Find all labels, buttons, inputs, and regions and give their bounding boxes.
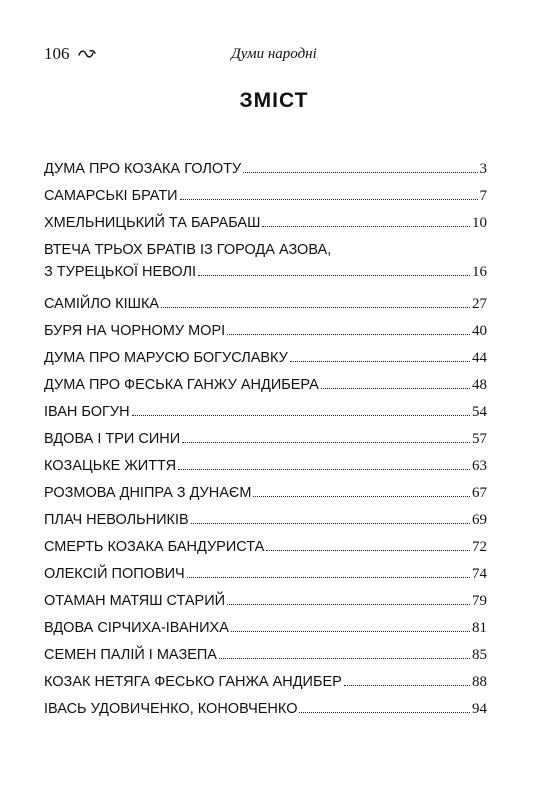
toc-entry[interactable] [44,212,487,239]
toc-entry-title: ХМЕЛЬНИЦЬКИЙ ТА БАРАБАШ [44,215,261,231]
toc-entry-title: САМАРСЬКІ БРАТИ [44,188,178,204]
toc-entry-title: РОЗМОВА ДНІПРА З ДУНАЄМ [44,485,252,501]
toc-entry-line [44,698,487,720]
dot-leader [178,468,470,470]
toc-entry-title: ОЛЕКСІЙ ПОПОВИЧ [44,566,185,582]
toc-entry[interactable] [44,158,487,185]
toc-entry[interactable] [44,698,487,725]
toc-entry-line [44,671,487,693]
toc-entry-line [44,617,487,639]
toc-heading: ЗМІСТ [239,89,309,112]
dot-leader [266,549,470,551]
toc-entry-page: 74 [472,566,487,582]
dot-leader [227,603,470,605]
toc-entry[interactable] [44,320,487,347]
toc-entry-line [44,185,487,207]
toc-entry[interactable] [44,401,487,428]
toc-entry-line [44,536,487,558]
toc-entry-page: 63 [472,458,487,474]
toc-entry-page: 54 [472,404,487,420]
toc-entry-page: 27 [472,296,487,312]
toc-entry-page: 69 [472,512,487,528]
dot-leader [182,441,470,443]
toc-entry-line [44,482,487,504]
toc-entry-title: ВДОВА І ТРИ СИНИ [44,431,181,447]
toc-entry-line [44,590,487,612]
toc-entry-page: 3 [479,161,487,177]
toc-entry[interactable] [44,509,487,536]
toc-entry-line [44,320,487,342]
dot-leader [344,684,470,686]
dot-leader [180,198,478,200]
toc-entry-page: 67 [472,485,487,501]
toc-entry-line [44,158,487,180]
toc-entry-title: ПЛАЧ НЕВОЛЬНИКІВ [44,512,189,528]
toc-entry-line [44,455,487,477]
toc-entry[interactable] [44,671,487,698]
toc-entry[interactable] [44,644,487,671]
toc-entry[interactable] [44,347,487,374]
toc-entry-line [44,509,487,531]
table-of-contents [44,158,487,725]
toc-entry[interactable] [44,590,487,617]
toc-entry-page: 40 [472,323,487,339]
toc-entry-title: ДУМА ПРО КОЗАКА ГОЛОТУ [44,161,242,177]
dot-leader [290,360,470,362]
dot-leader [231,630,470,632]
toc-entry-title-line1: ВТЕЧА ТРЬОХ БРАТІВ ІЗ ГОРОДА АЗОВА, [44,242,332,258]
toc-entry-line [44,293,487,315]
toc-entry-title: СЕМЕН ПАЛІЙ І МАЗЕПА [44,647,217,663]
toc-entry-page: 10 [472,215,487,231]
toc-entry[interactable] [44,617,487,644]
dot-leader [187,576,470,578]
toc-entry-line [44,347,487,369]
toc-entry-title: КОЗАК НЕТЯГА ФЕСЬКО ГАНЖА АНДИБЕР [44,674,342,690]
toc-entry[interactable] [44,293,487,320]
running-header [44,44,504,68]
toc-entry-title: ДУМА ПРО ФЕСЬКА ГАНЖУ АНДИБЕРА [44,377,319,393]
toc-entry-page: 44 [472,350,487,366]
dot-leader [299,711,470,713]
book-title: Думи народні [231,46,317,62]
toc-entry-page: 88 [472,674,487,690]
toc-entry[interactable] [44,428,487,455]
toc-entry-page: 79 [472,593,487,609]
toc-entry[interactable] [44,563,487,590]
toc-entry-page: 48 [472,377,487,393]
toc-entry-title: КОЗАЦЬКЕ ЖИТТЯ [44,458,177,474]
toc-entry-title: САМІЙЛО КІШКА [44,296,160,312]
dot-leader [321,387,470,389]
dot-leader [262,225,470,227]
toc-entry[interactable] [44,185,487,212]
toc-entry-page: 81 [472,620,487,636]
toc-entry-title: ІВАН БОГУН [44,404,130,420]
toc-entry[interactable] [44,482,487,509]
toc-entry-page: 72 [472,539,487,555]
toc-entry-title: СМЕРТЬ КОЗАКА БАНДУРИСТА [44,539,265,555]
toc-entry-page: 16 [472,264,487,280]
toc-entry-line [44,374,487,396]
toc-entry-page: 94 [472,701,487,717]
toc-entry-title: З ТУРЕЦЬКОЇ НЕВОЛІ [44,264,197,280]
toc-entry-line [44,563,487,585]
toc-entry-line [44,212,487,234]
toc-entry-title: ОТАМАН МАТЯШ СТАРИЙ [44,593,226,609]
dot-leader [132,414,470,416]
toc-entry-title: БУРЯ НА ЧОРНОМУ МОРІ [44,323,226,339]
toc-entry[interactable] [44,239,487,293]
toc-entry-line [44,428,487,450]
toc-entry-line [44,644,487,666]
toc-entry-title: ІВАСЬ УДОВИЧЕНКО, КОНОВЧЕНКО [44,701,298,717]
toc-entry-page: 85 [472,647,487,663]
toc-entry[interactable] [44,374,487,401]
dot-leader [243,171,477,173]
toc-entry-line [44,401,487,423]
dot-leader [219,657,470,659]
toc-entry-title: ВДОВА СІРЧИХА-ІВАНИХА [44,620,229,636]
toc-entry-title: ДУМА ПРО МАРУСЮ БОГУСЛАВКУ [44,350,288,366]
toc-entry[interactable] [44,536,487,563]
toc-entry-line [44,261,487,283]
toc-entry-page: 7 [479,188,487,204]
dot-leader [191,522,470,524]
page-number: 106 [44,44,70,63]
toc-entry[interactable] [44,455,487,482]
dot-leader [198,274,470,276]
dot-leader [253,495,470,497]
dot-leader [227,333,470,335]
toc-entry-page: 57 [472,431,487,447]
dot-leader [161,306,470,308]
